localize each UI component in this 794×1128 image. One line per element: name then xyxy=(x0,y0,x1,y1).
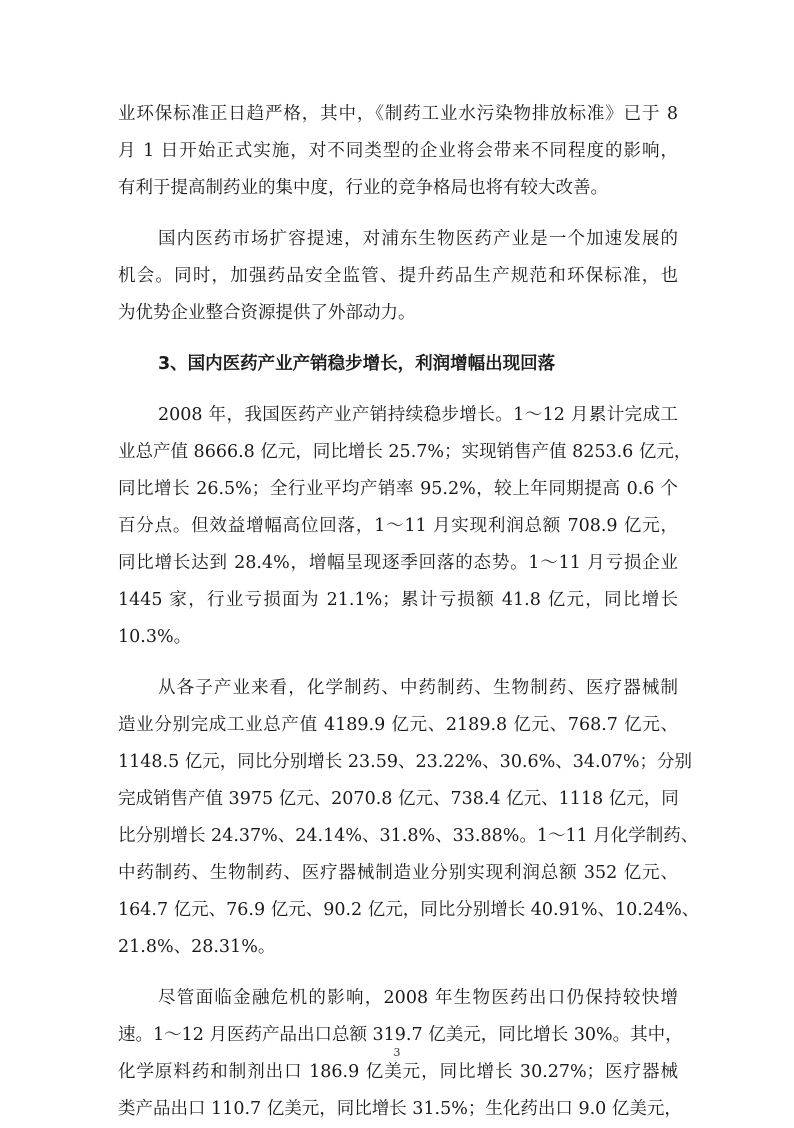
text-line: 从各子产业来看，化学制药、中药制药、生物制药、医疗器械制 xyxy=(158,678,678,698)
text-line: 业环保标准正日趋严格，其中，《制药工业水污染物排放标准》已于 8 xyxy=(118,104,678,124)
text-line: 类产品出口 110.7 亿美元，同比增长 31.5%；生化药出口 9.0 亿美元， xyxy=(118,1099,682,1119)
text-line: 化学原料药和制剂出口 186.9 亿美元，同比增长 30.27%；医疗器械 xyxy=(118,1062,678,1082)
text-line: 造业分别完成工业总产值 4189.9 亿元、2189.8 亿元、768.7 亿元、 xyxy=(118,715,678,735)
text-line: 为优势企业整合资源提供了外部动力。 xyxy=(118,303,416,323)
text-line: 百分点。但效益增幅高位回落，1～11 月实现利润总额 708.9 亿元， xyxy=(118,516,678,536)
text-line: 完成销售产值 3975 亿元、2070.8 亿元、738.4 亿元、1118 亿元，同 xyxy=(118,789,679,809)
paragraph-domestic-market xyxy=(118,221,678,332)
text-line: 比分别增长 24.37%、24.14%、31.8%、33.88%。1～11 月化学制药、 xyxy=(118,826,699,846)
text-line: 有利于提高制药业的集中度，行业的竞争格局也将有较大改善。 xyxy=(118,178,608,198)
text-line: 10.3%。 xyxy=(118,627,192,647)
text-line: 月 1 日开始正式实施，对不同类型的企业将会带来不同程度的影响， xyxy=(118,141,678,161)
paragraph-sub-industries xyxy=(118,670,700,966)
text-line: 速。1～12 月医药产品出口总额 319.7 亿美元，同比增长 30%。其中， xyxy=(118,1025,683,1045)
text-line: 2008 年，我国医药产业产销持续稳步增长。1～12 月累计完成工 xyxy=(158,405,678,425)
text-line: 1148.5 亿元，同比分别增长 23.59、23.22%、30.6%、34.07%；分别 xyxy=(118,752,693,772)
text-line: 164.7 亿元、76.9 亿元、90.2 亿元，同比分别增长 40.91%、10.24%、 xyxy=(118,900,700,920)
paragraph-environment-standards xyxy=(118,96,678,207)
text-line: 国内医药市场扩容提速，对浦东生物医药产业是一个加速发展的 xyxy=(158,229,678,249)
page-number: 3 xyxy=(393,1046,401,1059)
paragraph-industry-growth xyxy=(118,397,692,656)
text-line: 中药制药、生物制药、医疗器械制造业分别实现利润总额 352 亿元、 xyxy=(118,863,678,883)
text-line: 尽管面临金融危机的影响，2008 年生物医药出口仍保持较快增 xyxy=(158,988,678,1008)
text-line: 1445 家，行业亏损面为 21.1%；累计亏损额 41.8 亿元，同比增长 xyxy=(118,590,678,610)
section-heading: 3、国内医药产业产销稳步增长，利润增幅出现回落 xyxy=(158,354,556,374)
text-line: 同比增长 26.5%；全行业平均产销率 95.2%，较上年同期提高 0.6 个 xyxy=(118,479,678,499)
text-line: 机会。同时，加强药品安全监管、提升药品生产规范和环保标准，也 xyxy=(118,266,678,286)
text-line: 同比增长达到 28.4%，增幅呈现逐季回落的态势。1～11 月亏损企业 xyxy=(118,553,678,573)
text-line: 21.8%、28.31%。 xyxy=(118,937,276,957)
text-line: 业总产值 8666.8 亿元，同比增长 25.7%；实现销售产值 8253.6 亿元， xyxy=(118,442,692,462)
document-page xyxy=(118,96,700,1128)
